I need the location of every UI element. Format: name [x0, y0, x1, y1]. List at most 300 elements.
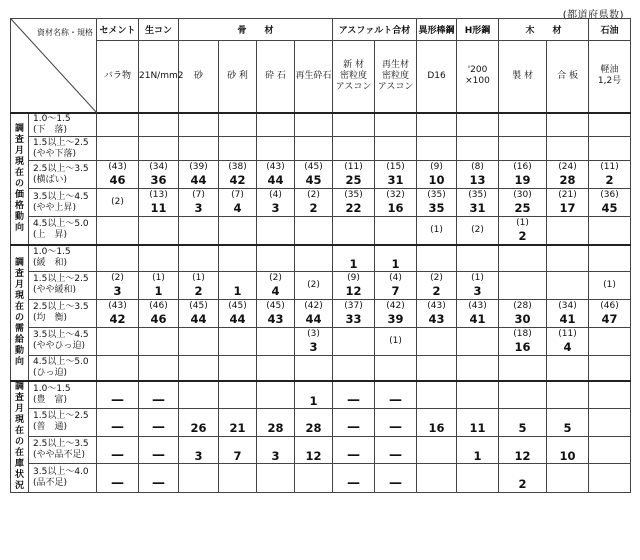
data-cell — [179, 327, 219, 355]
current-value: 42 — [109, 311, 126, 326]
previous-value — [219, 336, 256, 347]
data-cell — [589, 217, 631, 245]
data-cell — [333, 464, 375, 493]
previous-value: (42) — [304, 300, 323, 311]
section-title-char: 調 — [14, 123, 24, 134]
previous-value — [179, 143, 218, 154]
section-title-char: 需 — [14, 323, 24, 334]
previous-value — [417, 362, 456, 373]
current-value: 2 — [518, 228, 527, 243]
previous-value: (3) — [307, 328, 320, 339]
data-cell — [139, 217, 179, 245]
previous-value — [333, 336, 374, 347]
data-cell — [257, 137, 295, 161]
subheader-text: アスコン — [377, 81, 414, 92]
previous-value: (43) — [108, 300, 127, 311]
current-value: 44 — [229, 311, 246, 326]
previous-value — [499, 119, 546, 130]
previous-value — [333, 119, 374, 130]
data-cell — [97, 436, 139, 464]
table-row — [11, 161, 631, 189]
data-cell — [547, 137, 589, 161]
data-cell — [219, 245, 257, 272]
data-cell — [417, 245, 457, 272]
subheader-text: バラ物 — [103, 70, 131, 81]
previous-value: (37) — [344, 300, 363, 311]
previous-value: (1) — [471, 272, 484, 283]
current-value: 2 — [518, 476, 527, 491]
section-title-char: 向 — [14, 356, 24, 367]
subheader-cell — [499, 41, 547, 113]
data-cell — [179, 381, 219, 409]
previous-value — [547, 143, 588, 154]
subheader-cell — [179, 41, 219, 113]
range-label — [29, 189, 97, 217]
range-label — [29, 217, 97, 245]
subheader-text: 合 板 — [557, 70, 578, 81]
data-cell — [375, 217, 417, 245]
section-title-char: 調 — [14, 382, 24, 392]
data-cell — [417, 409, 457, 437]
section-title-char: 月 — [14, 145, 24, 156]
data-cell — [219, 189, 257, 217]
section-title — [11, 381, 29, 493]
data-cell — [257, 327, 295, 355]
previous-value — [257, 410, 294, 421]
previous-value: (4) — [269, 190, 282, 200]
data-cell — [333, 409, 375, 437]
data-cell — [457, 189, 499, 217]
previous-value — [139, 362, 178, 373]
range-text: (横ばい) — [33, 174, 68, 185]
previous-value — [457, 336, 498, 347]
subheader-text: 砂 利 — [227, 70, 248, 81]
previous-value — [179, 119, 218, 130]
previous-value — [257, 225, 294, 236]
data-cell — [457, 355, 499, 381]
data-cell — [295, 381, 333, 409]
data-cell — [499, 217, 547, 245]
category-header-row — [11, 19, 631, 41]
previous-value: (15) — [386, 162, 405, 172]
subheader-text: D16 — [427, 70, 446, 81]
section-title-char: 査 — [14, 393, 24, 403]
previous-value: (7) — [231, 190, 244, 200]
range-label — [29, 299, 97, 327]
data-cell — [295, 137, 333, 161]
range-text: 2.5以上～3.5 — [33, 439, 89, 450]
previous-value — [97, 143, 138, 154]
previous-value — [499, 143, 546, 154]
previous-value — [589, 445, 630, 456]
data-cell — [589, 327, 631, 355]
table-row — [11, 327, 631, 355]
previous-value — [499, 390, 546, 401]
range-label — [29, 409, 97, 437]
data-cell — [499, 161, 547, 189]
previous-value: (38) — [228, 162, 247, 172]
previous-value — [333, 143, 374, 154]
data-cell — [589, 299, 631, 327]
data-cell — [295, 245, 333, 272]
previous-value — [457, 390, 498, 401]
data-cell — [219, 137, 257, 161]
data-cell — [547, 409, 589, 437]
previous-value: (45) — [228, 300, 247, 311]
previous-value: (34) — [558, 300, 577, 311]
data-cell — [139, 436, 179, 464]
previous-value: (1) — [430, 224, 443, 235]
range-text: 4.5以上～5.0 — [33, 219, 89, 230]
current-value: 3 — [309, 339, 318, 354]
data-cell — [139, 189, 179, 217]
data-cell — [589, 381, 631, 409]
data-cell — [97, 299, 139, 327]
previous-value — [219, 273, 256, 284]
data-cell — [375, 113, 417, 137]
previous-value: (18) — [513, 328, 532, 339]
data-cell — [295, 464, 333, 493]
section-title-char: 価 — [14, 189, 24, 200]
range-label — [29, 381, 97, 409]
previous-value — [179, 438, 218, 449]
data-cell — [457, 217, 499, 245]
data-cell — [97, 409, 139, 437]
data-cell — [375, 271, 417, 299]
previous-value — [547, 438, 588, 449]
data-cell — [179, 355, 219, 381]
previous-value: (43) — [468, 300, 487, 311]
previous-value — [257, 253, 294, 264]
data-cell — [457, 161, 499, 189]
previous-value: (35) — [427, 190, 446, 200]
previous-value — [219, 473, 256, 484]
previous-value — [179, 362, 218, 373]
subheader-cell — [333, 41, 375, 113]
data-cell — [333, 381, 375, 409]
data-cell — [139, 299, 179, 327]
current-value: 25 — [514, 201, 531, 215]
current-value: 36 — [150, 173, 167, 187]
range-text: (品不足) — [33, 478, 68, 489]
data-cell — [97, 327, 139, 355]
data-cell — [333, 436, 375, 464]
data-cell — [333, 271, 375, 299]
table-row — [11, 299, 631, 327]
current-value: 7 — [233, 448, 242, 463]
data-cell — [333, 189, 375, 217]
current-value: 5 — [518, 420, 527, 435]
category-header: アスファルト合材 — [333, 19, 417, 41]
subheader-cell — [547, 41, 589, 113]
current-value: 41 — [469, 311, 486, 326]
previous-value — [499, 362, 546, 373]
previous-value — [589, 253, 630, 264]
current-value: 4 — [233, 201, 242, 215]
data-cell — [589, 189, 631, 217]
data-cell — [295, 327, 333, 355]
previous-value — [457, 143, 498, 154]
data-cell — [257, 245, 295, 272]
range-text: 3.5以上～4.5 — [33, 191, 89, 202]
current-value: 3 — [194, 448, 203, 463]
subheader-text: 砂 — [193, 70, 203, 81]
subheader-text: 21N/mm2 — [139, 70, 184, 81]
previous-value — [179, 225, 218, 236]
data-cell — [375, 381, 417, 409]
range-text: (上 昇) — [33, 230, 68, 241]
category-header: 生コン — [139, 19, 179, 41]
current-value: 1 — [154, 283, 163, 298]
previous-value — [499, 410, 546, 421]
data-cell — [375, 464, 417, 493]
previous-value: (2) — [307, 279, 320, 290]
range-text: 1.0～1.5 — [33, 384, 71, 395]
previous-value: (9) — [347, 272, 360, 283]
data-cell — [547, 113, 589, 137]
previous-value: (2) — [471, 224, 484, 235]
section-title-char: の — [14, 312, 24, 323]
data-cell — [97, 245, 139, 272]
previous-value — [179, 390, 218, 401]
range-text: (ややひっ迫) — [33, 341, 86, 351]
data-cell — [139, 245, 179, 272]
data-cell — [333, 245, 375, 272]
data-cell — [295, 113, 333, 137]
section-title-char: 動 — [14, 211, 24, 222]
data-cell — [499, 436, 547, 464]
previous-value — [219, 143, 256, 154]
range-text: (緩 和) — [33, 258, 68, 268]
current-value: 1 — [349, 256, 358, 271]
current-value: 19 — [514, 173, 531, 187]
data-cell — [375, 436, 417, 464]
current-value: 1 — [473, 448, 482, 463]
subheader-cell — [97, 41, 139, 113]
previous-value — [375, 362, 416, 373]
data-cell — [375, 245, 417, 272]
previous-value — [417, 445, 456, 456]
data-cell — [257, 189, 295, 217]
current-value: — — [347, 475, 361, 491]
section-title-char: 在 — [14, 448, 24, 458]
previous-value — [219, 253, 256, 264]
previous-value — [295, 383, 332, 394]
previous-value — [375, 119, 416, 130]
data-cell — [547, 271, 589, 299]
table-row — [11, 137, 631, 161]
data-cell — [139, 113, 179, 137]
current-value: 11 — [469, 420, 486, 435]
previous-value — [179, 336, 218, 347]
data-cell — [295, 217, 333, 245]
data-cell — [97, 113, 139, 137]
data-cell — [547, 217, 589, 245]
data-cell — [97, 464, 139, 493]
previous-value: (34) — [149, 162, 168, 172]
subheader-text: 製 材 — [512, 70, 533, 81]
data-cell — [547, 464, 589, 493]
section-title-char: 給 — [14, 334, 24, 345]
previous-value — [375, 466, 416, 477]
current-value: 31 — [469, 201, 486, 215]
previous-value: (39) — [189, 162, 208, 172]
previous-value: (2) — [307, 190, 320, 200]
previous-value — [589, 390, 630, 401]
current-value: — — [347, 447, 361, 463]
range-text: 4.5以上～5.0 — [33, 356, 89, 367]
current-value: 4 — [563, 339, 572, 354]
previous-value — [547, 253, 588, 264]
data-cell — [97, 137, 139, 161]
data-cell — [295, 271, 333, 299]
data-cell — [219, 464, 257, 493]
data-cell — [547, 245, 589, 272]
current-value: 25 — [345, 173, 362, 187]
current-value: 46 — [109, 173, 126, 187]
previous-value — [375, 246, 416, 257]
current-value: 7 — [391, 283, 400, 298]
previous-value — [375, 438, 416, 449]
previous-value — [375, 383, 416, 394]
current-value: 22 — [345, 201, 362, 215]
previous-value — [417, 410, 456, 421]
data-cell — [457, 436, 499, 464]
previous-value — [257, 336, 294, 347]
previous-value — [219, 410, 256, 421]
section-title-char: 格 — [14, 200, 24, 211]
data-cell — [219, 381, 257, 409]
section-title-char: 月 — [14, 404, 24, 414]
table-row — [11, 464, 631, 493]
data-cell — [547, 327, 589, 355]
previous-value — [295, 119, 332, 130]
current-value: — — [389, 475, 403, 491]
data-cell — [417, 381, 457, 409]
subheader-text: '200 — [467, 65, 488, 76]
data-cell — [97, 381, 139, 409]
previous-value — [499, 466, 546, 477]
previous-value — [139, 438, 178, 449]
previous-value — [257, 119, 294, 130]
data-cell — [333, 299, 375, 327]
previous-value — [547, 390, 588, 401]
data-cell — [139, 327, 179, 355]
range-label — [29, 436, 97, 464]
previous-value — [589, 225, 630, 236]
data-cell — [375, 409, 417, 437]
data-cell — [179, 137, 219, 161]
current-value: 3 — [271, 201, 280, 215]
current-value: 44 — [190, 173, 207, 187]
data-cell — [257, 355, 295, 381]
previous-value — [589, 336, 630, 347]
current-value: — — [111, 447, 124, 463]
data-cell — [97, 355, 139, 381]
data-cell — [417, 189, 457, 217]
previous-value — [333, 383, 374, 394]
previous-value — [257, 390, 294, 401]
previous-value — [257, 438, 294, 449]
current-value: 12 — [514, 448, 531, 463]
section-title-char: 在 — [14, 167, 24, 178]
current-value: 41 — [559, 311, 576, 326]
previous-value — [139, 466, 178, 477]
data-cell — [257, 299, 295, 327]
data-cell — [179, 464, 219, 493]
data-cell — [589, 271, 631, 299]
previous-value — [457, 119, 498, 130]
data-cell — [547, 189, 589, 217]
subheader-text: 密粒度 — [382, 70, 410, 81]
data-cell — [417, 137, 457, 161]
category-header: 木 材 — [499, 19, 589, 41]
previous-value — [457, 438, 498, 449]
current-value: 33 — [345, 311, 362, 326]
section-title-char: 現 — [14, 156, 24, 167]
data-cell — [295, 409, 333, 437]
data-cell — [139, 381, 179, 409]
range-text: (やや下落) — [33, 148, 77, 159]
table-row — [11, 355, 631, 381]
current-value: 47 — [601, 311, 618, 326]
category-header: 石油 — [589, 19, 631, 41]
previous-value — [417, 143, 456, 154]
range-text: (やや品不足) — [33, 450, 86, 461]
range-text: (均 衡) — [33, 313, 68, 323]
previous-value — [547, 410, 588, 421]
current-value: 35 — [428, 201, 445, 215]
subheader-text: 再生材 — [382, 59, 410, 70]
previous-value — [417, 119, 456, 130]
current-value: 17 — [559, 201, 576, 215]
previous-value: (45) — [304, 162, 323, 172]
current-value: 28 — [559, 173, 576, 187]
data-cell — [179, 271, 219, 299]
current-value: — — [389, 447, 403, 463]
table-row — [11, 217, 631, 245]
current-value: 11 — [150, 201, 167, 215]
table-row — [11, 409, 631, 437]
data-cell — [257, 381, 295, 409]
previous-value — [547, 362, 588, 373]
data-cell — [417, 299, 457, 327]
subheader-text: 1,2号 — [597, 76, 622, 87]
previous-value — [417, 473, 456, 484]
data-cell — [257, 464, 295, 493]
section-title-char: 査 — [14, 134, 24, 145]
section-title-char: 現 — [14, 290, 24, 301]
data-cell — [589, 113, 631, 137]
previous-value — [219, 225, 256, 236]
previous-value — [589, 143, 630, 154]
data-cell — [499, 137, 547, 161]
table-row — [11, 189, 631, 217]
previous-value — [139, 143, 178, 154]
previous-value — [295, 410, 332, 421]
previous-value — [139, 253, 178, 264]
previous-value — [179, 410, 218, 421]
data-cell — [499, 245, 547, 272]
data-cell — [257, 409, 295, 437]
current-value: 44 — [267, 173, 284, 187]
current-value: 5 — [563, 420, 572, 435]
subheader-row — [11, 41, 631, 113]
section-title — [11, 245, 29, 382]
data-cell — [589, 137, 631, 161]
data-cell — [589, 409, 631, 437]
data-cell — [257, 436, 295, 464]
